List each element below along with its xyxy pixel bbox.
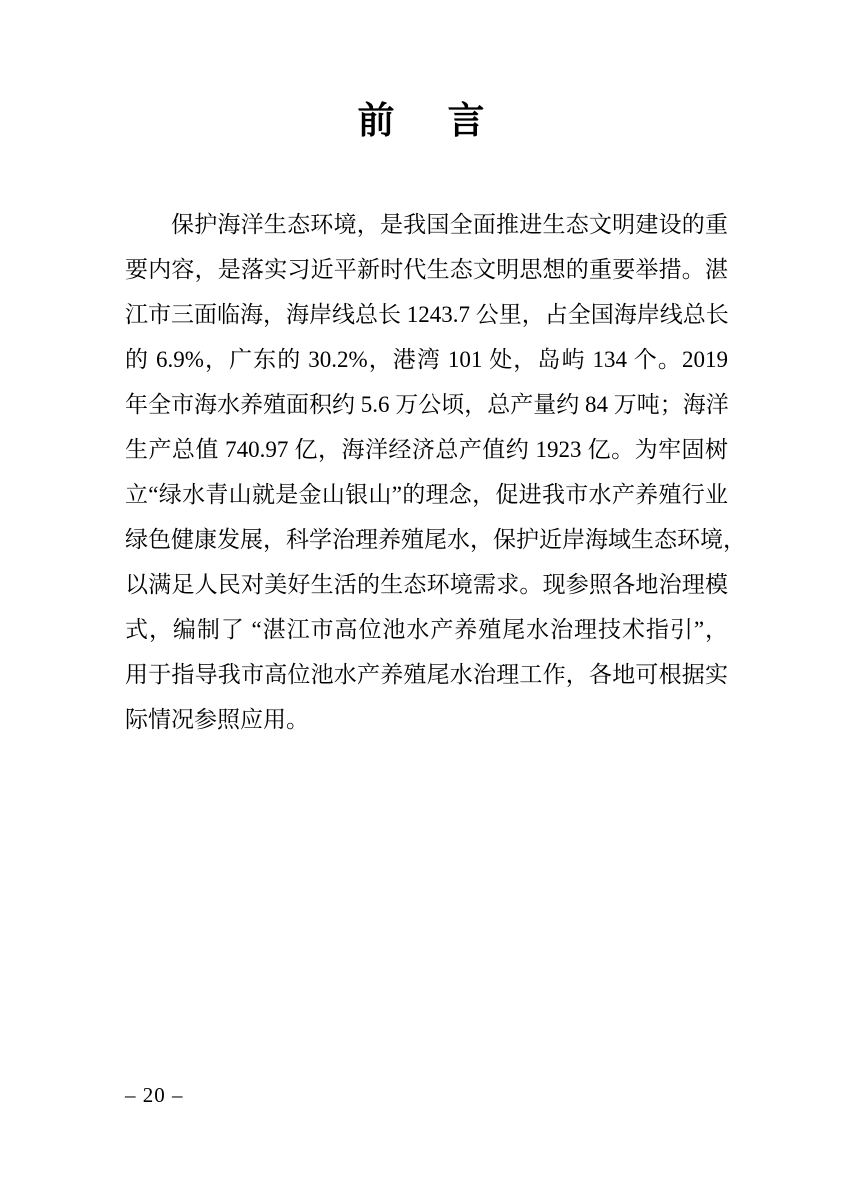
body-line: 江市三面临海，海岸线总长 1243.7 公里，占全国海岸线总长 [125,302,729,327]
body-line: 用于指导我市高位池水产养殖尾水治理工作，各地可根据实 [125,662,728,687]
body-line: 的 6.9%，广东的 30.2%，港湾 101 处，岛屿 134 个。2019 [125,347,728,372]
body-line: 保护海洋生态环境，是我国全面推进生态文明建设的重 [171,212,728,237]
body-line: 生产总值 740.97 亿，海洋经济总产值约 1923 亿。为牢固树 [125,437,728,462]
body-line: 以满足人民对美好生活的生态环境需求。现参照各地治理模 [125,572,728,597]
page-number: – 20 – [125,1083,184,1107]
preface-paragraph [125,202,746,742]
body-line: 式，编制了 “湛江市高位池水产养殖尾水治理技术指引”， [125,617,728,642]
page-title: 前 言 [357,100,493,141]
body-line: 要内容，是落实习近平新时代生态文明思想的重要举措。湛 [125,257,728,282]
body-line: 绿色健康发展，科学治理养殖尾水，保护近岸海域生态环境， [125,527,746,552]
body-line: 立“绿水青山就是金山银山”的理念，促进我市水产养殖行业 [125,482,728,507]
body-line: 年全市海水养殖面积约 5.6 万公顷，总产量约 84 万吨；海洋 [125,392,729,417]
body-line: 际情况参照应用。 [125,707,309,732]
